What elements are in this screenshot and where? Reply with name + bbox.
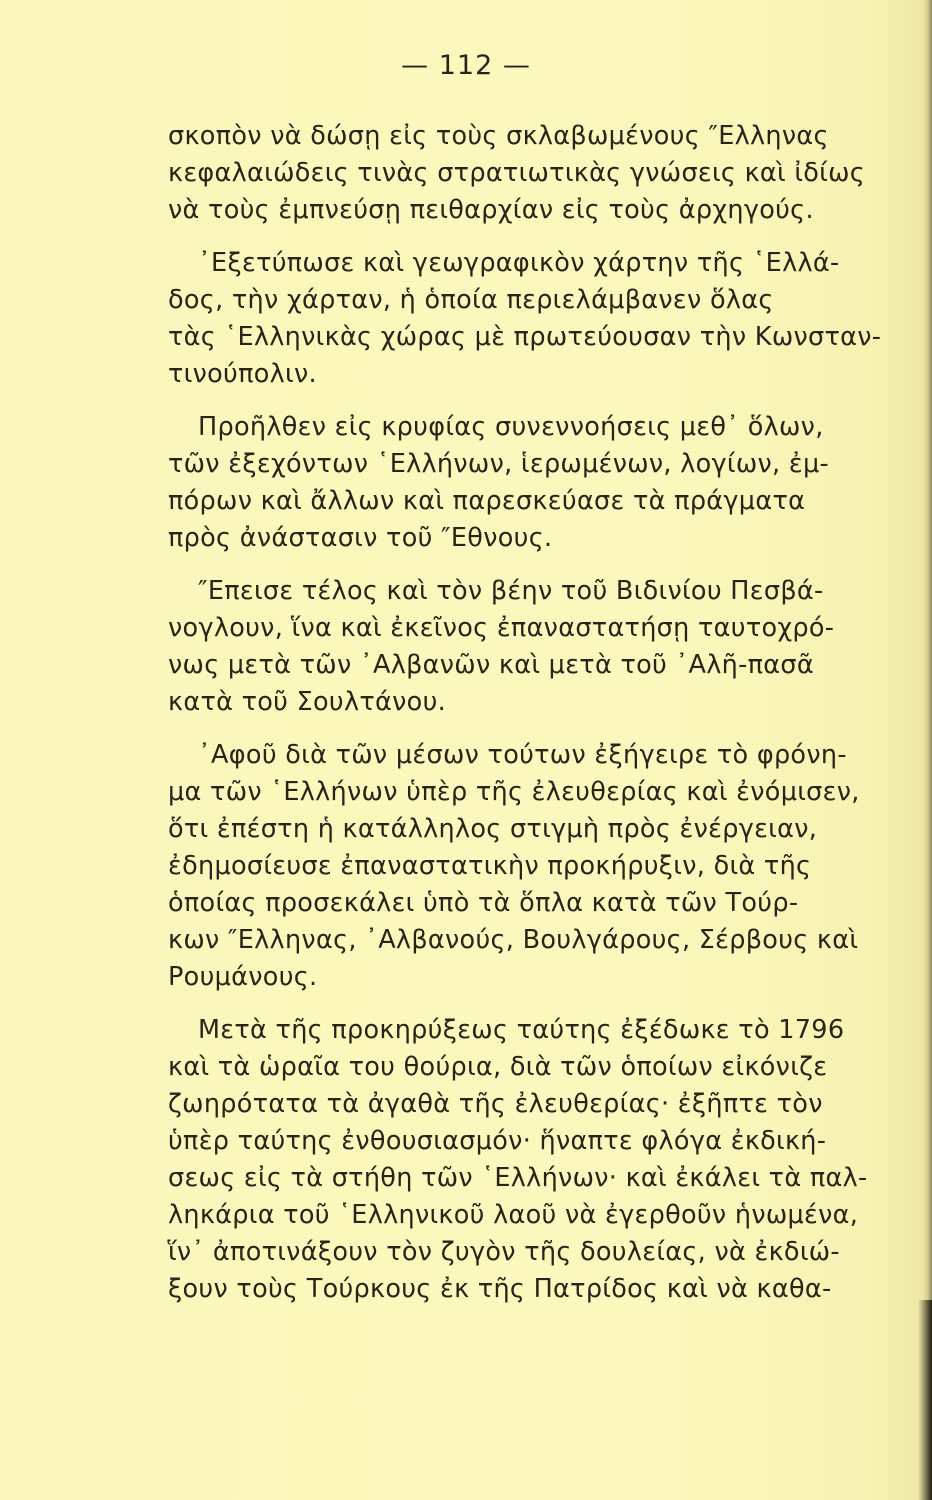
text-line: Ρουμάνους. — [168, 962, 318, 992]
text-line: σεως εἰς τὰ στήθη τῶν ῾Ελλήνων· καὶ ἐκάλει τὰ παλ- — [168, 1163, 868, 1193]
text-line: νὰ τοὺς ἐμπνεύσῃ πειθαρχίαν εἰς τοὺς ἀρχηγούς. — [168, 195, 814, 225]
text-line: τὰς ῾Ελληνικὰς χώρας μὲ πρωτεύουσαν τὴν Κωνσταν- — [168, 322, 882, 352]
paragraph-5 — [168, 737, 932, 996]
text-line: τινούπολιν. — [168, 359, 317, 389]
paragraph-3 — [168, 409, 932, 557]
text-line: ᾿Εξετύπωσε καὶ γεωγραφικὸν χάρτην τῆς ῾Ελλά- — [198, 248, 840, 278]
text-line: πρὸς ἀνάστασιν τοῦ ″Εθνους. — [168, 523, 553, 553]
page-edge-strip — [918, 1300, 932, 1500]
paragraph-4 — [168, 573, 932, 721]
text-line: νογλουν, ἵνα καὶ ἐκεῖνος ἐπαναστατήσῃ ταυτοχρό- — [168, 613, 835, 643]
text-line: ἵν᾽ ἀποτινάξουν τὸν ζυγὸν τῆς δουλείας, νὰ ἐκδιώ- — [168, 1237, 840, 1267]
text-line: ζωηρότατα τὰ ἀγαθὰ τῆς ἐλευθερίας· ἐξῆπτε τὸν — [168, 1089, 823, 1119]
text-line: κεφαλαιώδεις τινὰς στρατιωτικὰς γνώσεις καὶ ἰδίως — [168, 158, 866, 188]
text-line: κατὰ τοῦ Σουλτάνου. — [168, 687, 447, 717]
body-text — [168, 118, 932, 1308]
text-line: τῶν ἐξεχόντων ῾Ελλήνων, ἱερωμένων, λογίων, ἐμ- — [168, 449, 829, 479]
text-line: ᾿Αφοῦ διὰ τῶν μέσων τούτων ἐξήγειρε τὸ φρόνη- — [198, 740, 847, 770]
text-line: νως μετὰ τῶν ᾿Αλβανῶν καὶ μετὰ τοῦ ᾿Αλῆ-πασᾶ — [168, 650, 814, 680]
text-line: δος, τὴν χάρταν, ἡ ὁποία περιελάμβανεν ὅλας — [168, 285, 774, 315]
text-line: κων ″Ελληνας, ᾿Αλβανούς, Βουλγάρους, Σέρβους καὶ — [168, 925, 859, 955]
paragraph-2 — [168, 245, 932, 393]
text-line: ″Επεισε τέλος καὶ τὸν βέην τοῦ Βιδινίου Πεσβά- — [198, 576, 824, 606]
text-line: ὁποίας προσεκάλει ὑπὸ τὰ ὅπλα κατὰ τῶν Τούρ- — [168, 888, 799, 918]
text-line: ὑπὲρ ταύτης ἐνθουσιασμόν· ἥναπτε φλόγα ἐκδική- — [168, 1126, 827, 1156]
text-line: ληκάρια τοῦ ῾Ελληνικοῦ λαοῦ νὰ ἐγερθοῦν ἡνωμένα, — [168, 1200, 859, 1230]
text-line: ἐδημοσίευσε ἐπαναστατικὴν προκήρυξιν, διὰ τῆς — [168, 851, 812, 881]
text-line: καὶ τὰ ὡραῖα του θούρια, διὰ τῶν ὁποίων εἰκόνιζε — [168, 1052, 828, 1082]
text-line: μα τῶν ῾Ελλήνων ὑπὲρ τῆς ἐλευθερίας καὶ ἐνόμισεν, — [168, 777, 860, 807]
text-line: σκοπὸν νὰ δώσῃ εἰς τοὺς σκλαβωμένους ″Ελληνας — [168, 121, 829, 151]
text-line: ξουν τοὺς Τούρκους ἐκ τῆς Πατρίδος καὶ νὰ καθα- — [168, 1274, 832, 1304]
text-line: πόρων καὶ ἄλλων καὶ παρεσκεύασε τὰ πράγματα — [168, 486, 806, 516]
text-line: Προῆλθεν εἰς κρυφίας συνεννοήσεις μεθ᾽ ὅλων, — [198, 412, 824, 442]
text-line: Μετὰ τῆς προκηρύξεως ταύτης ἐξέδωκε τὸ 1796 — [198, 1015, 845, 1045]
text-line: ὅτι ἐπέστη ἡ κατάλληλος στιγμὴ πρὸς ἐνέργειαν, — [168, 814, 818, 844]
page-number: — 112 — — [401, 50, 531, 81]
paragraph-6 — [168, 1012, 932, 1308]
paragraph-1 — [168, 118, 932, 229]
